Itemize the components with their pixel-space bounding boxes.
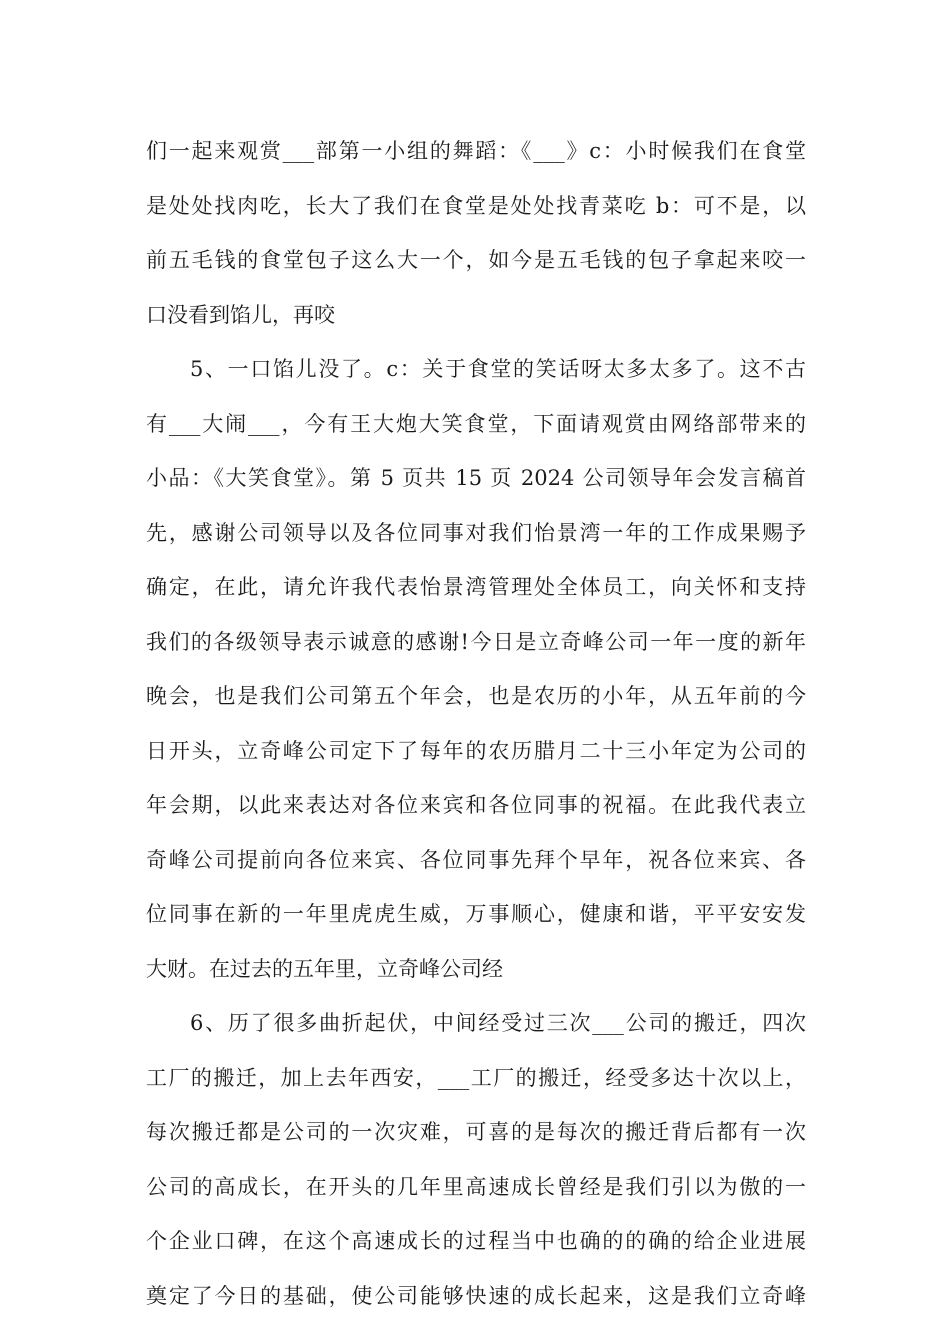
text-line: 先，感谢公司领导以及各位同事对我们怡景湾一年的工作成果赐予 bbox=[146, 520, 806, 545]
text-line: 大财。在过去的五年里，立奇峰公司经 bbox=[146, 956, 503, 981]
text-line: 工厂的搬迁，加上去年西安，___工厂的搬迁，经受多达十次以上， bbox=[146, 1065, 806, 1090]
text-line: 们一起来观赏___部第一小组的舞蹈：《___》c：小时候我们在食堂 bbox=[146, 139, 806, 163]
text-line: 我们的各级领导表示诚意的感谢!今日是立奇峰公司一年一度的新年 bbox=[146, 629, 806, 654]
document-body bbox=[146, 124, 806, 1323]
text-line: 每次搬迁都是公司的一次灾难，可喜的是每次的搬迁背后都有一次 bbox=[146, 1120, 806, 1144]
text-line: 奠定了今日的基础，使公司能够快速的成长起来，这是我们立奇峰 bbox=[146, 1283, 806, 1308]
text-line: 口没看到馅儿，再咬 bbox=[146, 302, 335, 327]
text-line: 位同事在新的一年里虎虎生威，万事顺心，健康和谐，平平安安发 bbox=[146, 902, 806, 926]
text-line: 奇峰公司提前向各位来宾、各位同事先拜个早年，祝各位来宾、各 bbox=[146, 847, 806, 872]
text-line: 个企业口碑，在这个高速成长的过程当中也确的的确的给企业进展 bbox=[146, 1229, 806, 1253]
text-line: 前五毛钱的食堂包子这么大一个，如今是五毛钱的包子拿起来咬一 bbox=[146, 248, 806, 272]
text-line: 确定，在此，请允许我代表怡景湾管理处全体员工，向关怀和支持 bbox=[146, 575, 806, 599]
text-line: 年会期，以此来表达对各位来宾和各位同事的祝福。在此我代表立 bbox=[146, 793, 806, 817]
text-line: 晚会，也是我们公司第五个年会，也是农历的小年，从五年前的今 bbox=[146, 684, 806, 708]
text-line: 公司的高成长，在开头的几年里高速成长曾经是我们引以为傲的一 bbox=[146, 1174, 806, 1199]
paragraph-start-line: 5、一口馅儿没了。c：关于食堂的笑话呀太多太多了。这不古 bbox=[190, 357, 806, 381]
text-line: 日开头，立奇峰公司定下了每年的农历腊月二十三小年定为公司的 bbox=[146, 738, 806, 763]
text-line: 有___大闹___，今有王大炮大笑食堂，下面请观赏由网络部带来的 bbox=[146, 411, 806, 436]
text-line: 是处处找肉吃，长大了我们在食堂是处处找青菜吃 b：可不是，以 bbox=[146, 193, 806, 218]
paragraph-start-line: 6、历了很多曲折起伏，中间经受过三次___公司的搬迁，四次 bbox=[190, 1011, 806, 1035]
text-line: 小品：《大笑食堂》。第 5 页共 15 页 2024 公司领导年会发言稿首 bbox=[146, 466, 806, 490]
